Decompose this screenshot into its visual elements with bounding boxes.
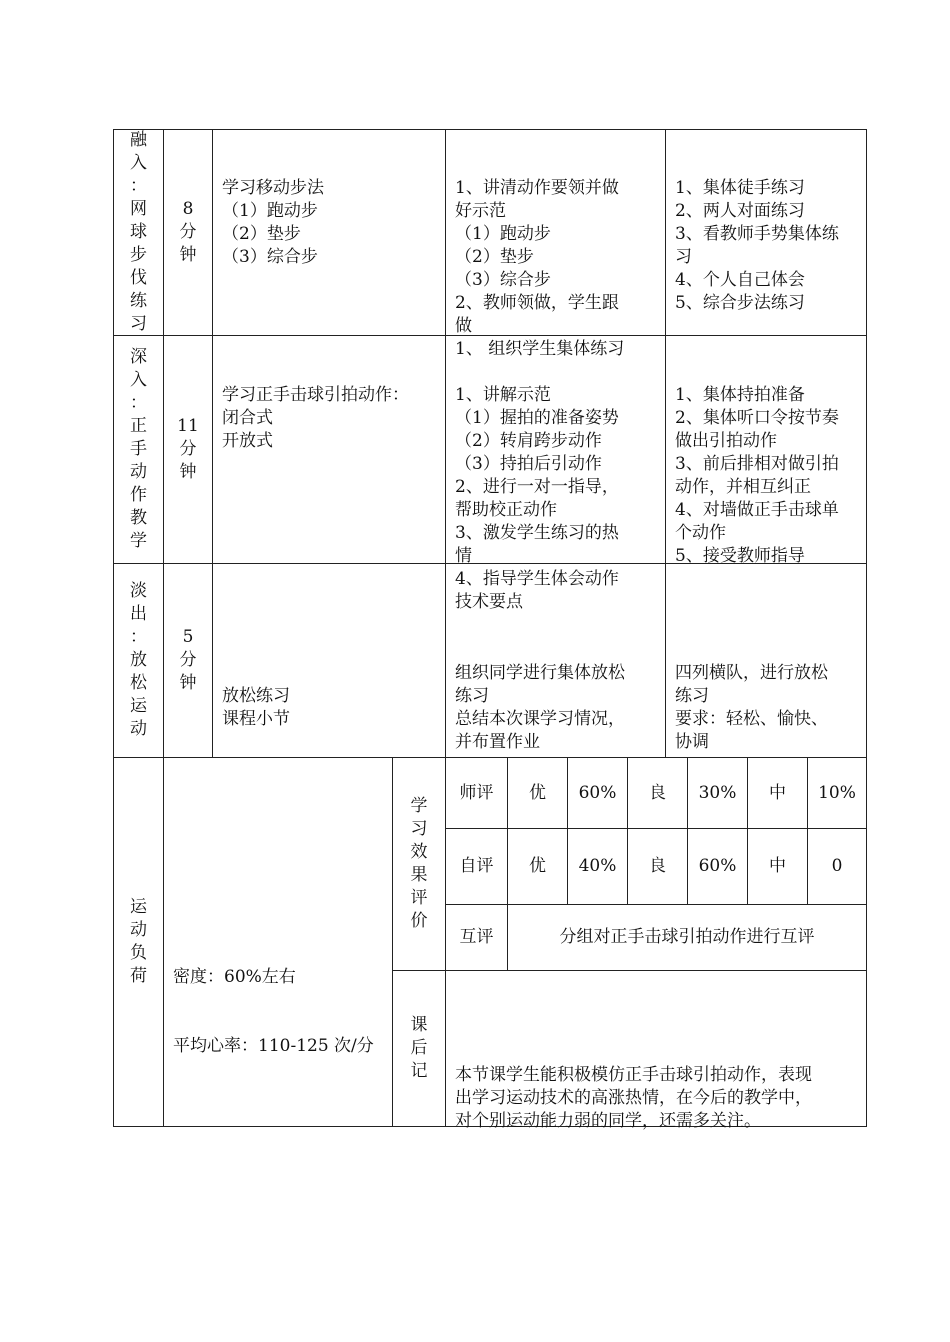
- stage-label: 融 入 ： 网 球 步 伐 练 习: [130, 130, 147, 334]
- eval-cell: 优: [529, 782, 546, 803]
- student-activity-cell: 1、集体徒手练习 2、两人对面练习 3、看教师手势集体练 习 4、个人自己体会 5、综合步法练习: [675, 178, 839, 313]
- time-cell: [164, 564, 212, 757]
- stage-cell: [114, 336, 163, 563]
- stage-label: 淡 出 ： 放 松 运 动: [130, 581, 147, 739]
- eval-cell: 60%: [578, 782, 617, 803]
- eval-cell: 师评: [459, 782, 494, 803]
- evaluation-label-cell: [393, 758, 445, 970]
- teacher-activity-cell: 1、讲清动作要领并做 好示范 （1）跑动步 （2）垫步 （3）综合步 2、教师领做，学生跟 做 1、 组织学生集体练习: [455, 178, 625, 359]
- peer-eval-label: 互评: [459, 927, 494, 947]
- load-details: [173, 920, 391, 1081]
- eval-cell: 自评: [459, 856, 494, 876]
- eval-cell: 10%: [818, 782, 856, 803]
- density-text: 密度：60%左右: [173, 967, 296, 987]
- col-divider: [665, 129, 666, 758]
- eval-cell: 良: [649, 856, 666, 876]
- peer-eval-text: 分组对正手击球引拍动作进行互评: [559, 927, 815, 947]
- eval-divider: [392, 970, 867, 971]
- table-border-top: [113, 129, 867, 130]
- load-label-cell: [114, 758, 163, 1126]
- student-activity-cell: 四列横队，进行放松 练习 要求：轻松、愉快、 协调: [675, 663, 828, 752]
- content-cell: 学习正手击球引拍动作： 闭合式 开放式: [222, 385, 409, 451]
- reflection-label-cell: [393, 971, 445, 1126]
- student-activity-cell: 1、集体持拍准备 2、集体听口令按节奏 做出引拍动作 3、前后排相对做引拍 动作，并相互纠正 4、对墙做正手击球单 个动作 5、接受教师指导: [675, 385, 839, 566]
- reflection-text: 本节课学生能积极模仿正手击球引拍动作，表现 出学习运动技术的高涨热情，在今后的教学中， 对个别运动能力弱的同学，还需多关注。: [455, 1065, 812, 1131]
- teacher-activity-cell: 组织同学进行集体放松 练习 总结本次课学习情况， 并布置作业: [455, 663, 625, 752]
- load-label: 运 动 负 荷: [130, 897, 147, 986]
- heart-rate-text: 平均心率：110-125 次/分: [173, 1036, 374, 1056]
- time-cell: [164, 130, 212, 335]
- teacher-activity-cell: 1、讲解示范 （1）握拍的准备姿势 （2）转肩跨步动作 （3）持拍后引动作 2、进行一对一指导， 帮助校正动作 3、激发学生练习的热 情 4、指导学生体会动作 技术要点: [455, 385, 619, 612]
- stage-cell: [114, 564, 163, 757]
- col-divider: [445, 129, 446, 1127]
- eval-cell: 40%: [578, 856, 617, 876]
- evaluation-label: 学 习 效 果 评 价: [410, 796, 428, 931]
- table-border-right: [866, 129, 867, 1127]
- reflection-label: 课 后 记: [410, 1015, 428, 1081]
- col-divider: [212, 129, 213, 758]
- stage-label: 深 入 ： 正 手 动 作 教 学: [130, 347, 147, 551]
- stage-cell: [114, 130, 163, 335]
- eval-cell: 30%: [698, 782, 737, 803]
- eval-cell: 中: [769, 782, 786, 803]
- eval-cell: 60%: [698, 856, 737, 876]
- time-label: 8 分 钟: [179, 199, 197, 265]
- eval-cell: 优: [529, 856, 546, 876]
- time-cell: [164, 336, 212, 563]
- time-label: 5 分 钟: [179, 627, 197, 693]
- time-label: 11 分 钟: [177, 416, 199, 482]
- eval-cell: 0: [831, 856, 843, 876]
- content-cell: 放松练习 课程小节: [222, 686, 290, 729]
- eval-cell: 良: [649, 782, 666, 803]
- content-cell: 学习移动步法 （1）跑动步 （2）垫步 （3）综合步: [222, 178, 324, 267]
- eval-cell: 中: [769, 856, 786, 876]
